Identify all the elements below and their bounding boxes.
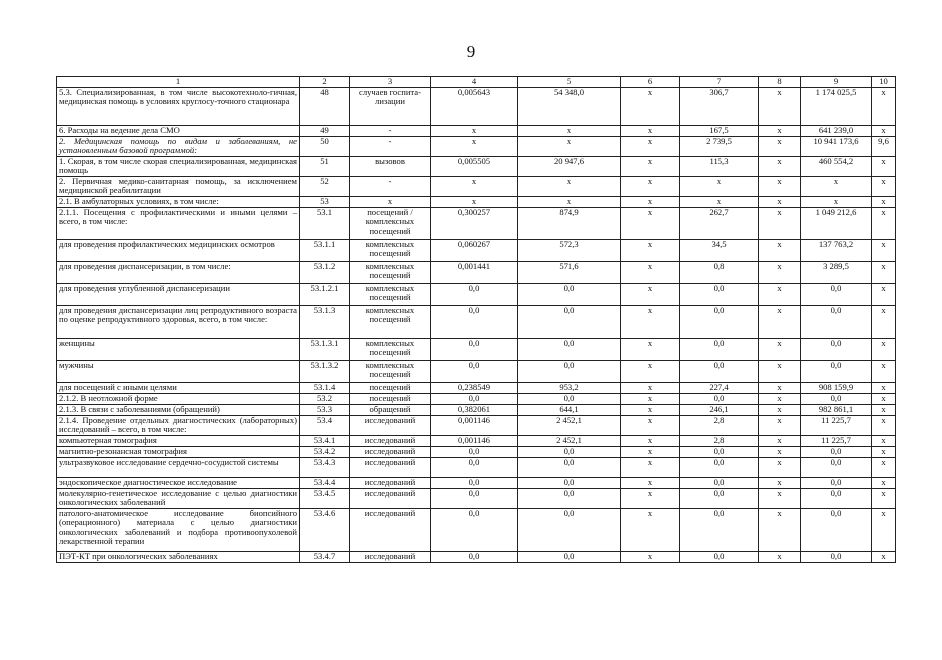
share-percent: x [872,283,896,305]
table-row [57,446,896,457]
unit-of-measure: вызовов [350,156,431,176]
cost-norm: x [518,176,621,196]
col-6-value: x [621,457,680,477]
col-8-value: x [759,207,801,239]
table-row [57,125,896,136]
volume-norm: 0,0 [431,360,518,382]
row-number: 53.4.4 [300,477,350,488]
row-number: 53.1.3.1 [300,338,350,360]
col-6-value: x [621,382,680,393]
total-cost: 0,0 [801,338,872,360]
col-6-value: x [621,136,680,156]
table-row [57,488,896,508]
total-cost: 908 159,9 [801,382,872,393]
unit-of-measure: комплексных посещений [350,305,431,338]
col-6-value: x [621,176,680,196]
per-capita-norm: 227,4 [680,382,759,393]
volume-norm: 0,005505 [431,156,518,176]
volume-norm: 0,0 [431,283,518,305]
table-row [57,283,896,305]
col-6-value: x [621,207,680,239]
table-row [57,477,896,488]
total-cost: 10 941 173,6 [801,136,872,156]
row-label: ПЭТ-КТ при онкологических заболеваниях [57,551,300,562]
row-number: 53.3 [300,404,350,415]
volume-norm: 0,382061 [431,404,518,415]
col-6-value: x [621,283,680,305]
table-row [57,457,896,477]
col-6-value: x [621,338,680,360]
cost-norm: 874,9 [518,207,621,239]
cost-norm: 0,0 [518,508,621,551]
cost-norm: 0,0 [518,446,621,457]
col-6-value: x [621,261,680,283]
col-8-value: x [759,305,801,338]
row-label: для проведения диспансеризации лиц репродуктивного возраста по оценке репродуктивного здоровья, всего, в том числе: [57,305,300,338]
row-label: молекулярно-генетическое исследование с целью диагностики онкологических заболеваний [57,488,300,508]
col-6-value: x [621,87,680,125]
cost-norm: 20 947,6 [518,156,621,176]
unit-of-measure: исследований [350,457,431,477]
cost-norm: 572,3 [518,239,621,261]
col-8-value: x [759,136,801,156]
volume-norm: 0,001146 [431,435,518,446]
col-8-value: x [759,239,801,261]
table-row [57,239,896,261]
unit-of-measure: исследований [350,446,431,457]
col-6-value: x [621,305,680,338]
row-number: 53.1.3.2 [300,360,350,382]
col-6-value: x [621,196,680,207]
row-label: для проведения профилактических медицинских осмотров [57,239,300,261]
unit-of-measure: случаев госпита-лизации [350,87,431,125]
col-6-value: x [621,488,680,508]
volume-norm: 0,0 [431,338,518,360]
row-label: женщины [57,338,300,360]
share-percent: x [872,382,896,393]
table-row [57,551,896,562]
table-row [57,136,896,156]
cost-norm: 2 452,1 [518,415,621,435]
volume-norm: 0,001146 [431,415,518,435]
total-cost: 3 289,5 [801,261,872,283]
row-number: 48 [300,87,350,125]
table-row [57,393,896,404]
per-capita-norm: 34,5 [680,239,759,261]
share-percent: x [872,457,896,477]
unit-of-measure: - [350,136,431,156]
table-row [57,415,896,435]
cost-norm: x [518,196,621,207]
row-number: 53.2 [300,393,350,404]
row-number: 52 [300,176,350,196]
share-percent: x [872,196,896,207]
cost-norm: 54 348,0 [518,87,621,125]
row-number: 53.4.2 [300,446,350,457]
total-cost: 0,0 [801,283,872,305]
col-8-value: x [759,261,801,283]
share-percent: x [872,551,896,562]
volume-norm: 0,0 [431,508,518,551]
cost-norm: 2 452,1 [518,435,621,446]
row-number: 53.4.6 [300,508,350,551]
cost-norm: 0,0 [518,283,621,305]
col-8-value: x [759,457,801,477]
per-capita-norm: 0,0 [680,488,759,508]
volume-norm: 0,0 [431,551,518,562]
share-percent: x [872,261,896,283]
unit-of-measure: исследований [350,508,431,551]
row-number: 53.1.3 [300,305,350,338]
column-number: 6 [621,77,680,88]
share-percent: x [872,176,896,196]
unit-of-measure: посещений / комплексных посещений [350,207,431,239]
table-row [57,261,896,283]
row-label: 2.1.1. Посещения с профилактическими и иными целями – всего, в том числе: [57,207,300,239]
volume-norm: x [431,136,518,156]
column-number: 7 [680,77,759,88]
per-capita-norm: 0,0 [680,283,759,305]
volume-norm: 0,0 [431,305,518,338]
row-number: 53.1.2.1 [300,283,350,305]
total-cost: 0,0 [801,508,872,551]
total-cost: 0,0 [801,488,872,508]
column-number: 3 [350,77,431,88]
volume-norm: 0,001441 [431,261,518,283]
per-capita-norm: x [680,176,759,196]
unit-of-measure: - [350,176,431,196]
col-8-value: x [759,196,801,207]
col-6-value: x [621,446,680,457]
row-label: 2.1.4. Проведение отдельных диагностических (лабораторных) исследований – всего, в том числе: [57,415,300,435]
per-capita-norm: 246,1 [680,404,759,415]
column-number: 10 [872,77,896,88]
col-6-value: x [621,415,680,435]
row-number: 53.1 [300,207,350,239]
row-label: 2. Первичная медико-санитарная помощь, за исключением медицинской реабилитации [57,176,300,196]
page-number: 9 [466,42,476,61]
col-6-value: x [621,435,680,446]
col-6-value: x [621,477,680,488]
per-capita-norm: 0,0 [680,305,759,338]
col-8-value: x [759,176,801,196]
row-label: 1. Скорая, в том числе скорая специализированная, медицинская помощь [57,156,300,176]
total-cost: 0,0 [801,551,872,562]
unit-of-measure: исследований [350,477,431,488]
unit-of-measure: исследований [350,488,431,508]
column-number: 4 [431,77,518,88]
share-percent: x [872,207,896,239]
per-capita-norm: x [680,196,759,207]
table-row [57,305,896,338]
unit-of-measure: комплексных посещений [350,360,431,382]
total-cost: 982 861,1 [801,404,872,415]
table-row [57,360,896,382]
row-label: 2. Медицинская помощь по видам и заболеваниям, не установленным базовой программой: [57,136,300,156]
col-8-value: x [759,415,801,435]
total-cost: 0,0 [801,477,872,488]
per-capita-norm: 0,0 [680,551,759,562]
unit-of-measure: комплексных посещений [350,338,431,360]
volume-norm: 0,0 [431,457,518,477]
total-cost: x [801,176,872,196]
unit-of-measure: посещений [350,382,431,393]
unit-of-measure: посещений [350,393,431,404]
row-number: 53.4.5 [300,488,350,508]
share-percent: x [872,404,896,415]
col-8-value: x [759,404,801,415]
row-number: 53.1.4 [300,382,350,393]
table-row [57,435,896,446]
row-number: 53.4.1 [300,435,350,446]
column-number-row [57,77,896,88]
column-number: 5 [518,77,621,88]
unit-of-measure: исследований [350,435,431,446]
row-number: 53.1.1 [300,239,350,261]
share-percent: x [872,446,896,457]
total-cost: 11 225,7 [801,435,872,446]
per-capita-norm: 2 739,5 [680,136,759,156]
unit-of-measure: комплексных посещений [350,261,431,283]
cost-norm: 0,0 [518,360,621,382]
table-row [57,338,896,360]
volume-norm: 0,060267 [431,239,518,261]
cost-norm: 0,0 [518,488,621,508]
share-percent: x [872,488,896,508]
col-8-value: x [759,446,801,457]
share-percent: x [872,156,896,176]
share-percent: x [872,393,896,404]
row-label: магнитно-резонансная томография [57,446,300,457]
per-capita-norm: 0,8 [680,261,759,283]
total-cost: 11 225,7 [801,415,872,435]
total-cost: 0,0 [801,393,872,404]
cost-norm: 0,0 [518,305,621,338]
volume-norm: 0,0 [431,488,518,508]
row-number: 50 [300,136,350,156]
column-number: 9 [801,77,872,88]
share-percent: x [872,125,896,136]
total-cost: 1 174 025,5 [801,87,872,125]
cost-norm: 571,6 [518,261,621,283]
share-percent: x [872,87,896,125]
row-number: 53 [300,196,350,207]
row-label: 2.1.3. В связи с заболеваниями (обращений) [57,404,300,415]
row-number: 49 [300,125,350,136]
share-percent: x [872,435,896,446]
total-cost: 0,0 [801,446,872,457]
unit-of-measure: обращений [350,404,431,415]
unit-of-measure: комплексных посещений [350,283,431,305]
unit-of-measure: - [350,125,431,136]
unit-of-measure: x [350,196,431,207]
col-8-value: x [759,87,801,125]
per-capita-norm: 0,0 [680,477,759,488]
share-percent: x [872,305,896,338]
col-8-value: x [759,338,801,360]
per-capita-norm: 0,0 [680,446,759,457]
total-cost: 0,0 [801,457,872,477]
cost-norm: x [518,136,621,156]
volume-norm: x [431,176,518,196]
col-6-value: x [621,551,680,562]
cost-norm: 0,0 [518,477,621,488]
row-label: компьютерная томография [57,435,300,446]
row-label: для проведения диспансеризации, в том числе: [57,261,300,283]
per-capita-norm: 306,7 [680,87,759,125]
row-label: эндоскопическое диагностическое исследование [57,477,300,488]
share-percent: x [872,508,896,551]
column-number: 1 [57,77,300,88]
cost-norm: 953,2 [518,382,621,393]
volume-norm: x [431,125,518,136]
cost-norm: 0,0 [518,393,621,404]
table-row [57,87,896,125]
col-6-value: x [621,404,680,415]
col-8-value: x [759,156,801,176]
row-label: патолого-анатомическое исследование биопсийного (операционного) материала с целью диагностики онкологических заболеваний и подбора противоопухолевой лекарственной терапии [57,508,300,551]
col-6-value: x [621,508,680,551]
total-cost: 1 049 212,6 [801,207,872,239]
col-8-value: x [759,477,801,488]
share-percent: x [872,239,896,261]
share-percent: x [872,477,896,488]
volume-norm: 0,005643 [431,87,518,125]
row-label: 2.1. В амбулаторных условиях, в том числе: [57,196,300,207]
total-cost: 641 239,0 [801,125,872,136]
total-cost: 137 763,2 [801,239,872,261]
per-capita-norm: 167,5 [680,125,759,136]
row-label: для проведения углубленной диспансеризации [57,283,300,305]
share-percent: x [872,360,896,382]
row-label: ультразвуковое исследование сердечно-сосудистой системы [57,457,300,477]
share-percent: 9,6 [872,136,896,156]
total-cost: 0,0 [801,360,872,382]
row-number: 53.1.2 [300,261,350,283]
share-percent: x [872,338,896,360]
table-row [57,196,896,207]
table-row [57,404,896,415]
per-capita-norm: 0,0 [680,338,759,360]
per-capita-norm: 0,0 [680,393,759,404]
financing-table [56,76,896,563]
total-cost: 0,0 [801,305,872,338]
row-number: 51 [300,156,350,176]
row-number: 53.4.7 [300,551,350,562]
unit-of-measure: комплексных посещений [350,239,431,261]
total-cost: 460 554,2 [801,156,872,176]
share-percent: x [872,415,896,435]
table-row [57,176,896,196]
table-row [57,156,896,176]
table-row [57,207,896,239]
volume-norm: 0,0 [431,446,518,457]
col-6-value: x [621,360,680,382]
col-8-value: x [759,435,801,446]
row-label: для посещений с иными целями [57,382,300,393]
col-6-value: x [621,125,680,136]
col-6-value: x [621,156,680,176]
row-number: 53.4 [300,415,350,435]
column-number: 2 [300,77,350,88]
per-capita-norm: 0,0 [680,457,759,477]
per-capita-norm: 2,8 [680,415,759,435]
per-capita-norm: 115,3 [680,156,759,176]
volume-norm: 0,0 [431,477,518,488]
row-label: 6. Расходы на ведение дела СМО [57,125,300,136]
volume-norm: 0,0 [431,393,518,404]
col-8-value: x [759,360,801,382]
col-8-value: x [759,508,801,551]
row-number: 53.4.3 [300,457,350,477]
cost-norm: 0,0 [518,457,621,477]
table-row [57,382,896,393]
col-6-value: x [621,393,680,404]
cost-norm: 0,0 [518,338,621,360]
row-label: 5.3. Специализированная, в том числе высокотехноло-гичная, медицинская помощь в условиях круглосу-точного стационара [57,87,300,125]
per-capita-norm: 2,8 [680,435,759,446]
col-8-value: x [759,488,801,508]
cost-norm: x [518,125,621,136]
volume-norm: 0,238549 [431,382,518,393]
cost-norm: 0,0 [518,551,621,562]
per-capita-norm: 262,7 [680,207,759,239]
unit-of-measure: исследований [350,415,431,435]
total-cost: x [801,196,872,207]
volume-norm: 0,300257 [431,207,518,239]
col-8-value: x [759,393,801,404]
per-capita-norm: 0,0 [680,508,759,551]
col-8-value: x [759,125,801,136]
cost-norm: 644,1 [518,404,621,415]
col-8-value: x [759,382,801,393]
unit-of-measure: исследований [350,551,431,562]
column-number: 8 [759,77,801,88]
volume-norm: x [431,196,518,207]
per-capita-norm: 0,0 [680,360,759,382]
table-row [57,508,896,551]
row-label: мужчины [57,360,300,382]
col-8-value: x [759,551,801,562]
col-8-value: x [759,283,801,305]
row-label: 2.1.2. В неотложной форме [57,393,300,404]
col-6-value: x [621,239,680,261]
